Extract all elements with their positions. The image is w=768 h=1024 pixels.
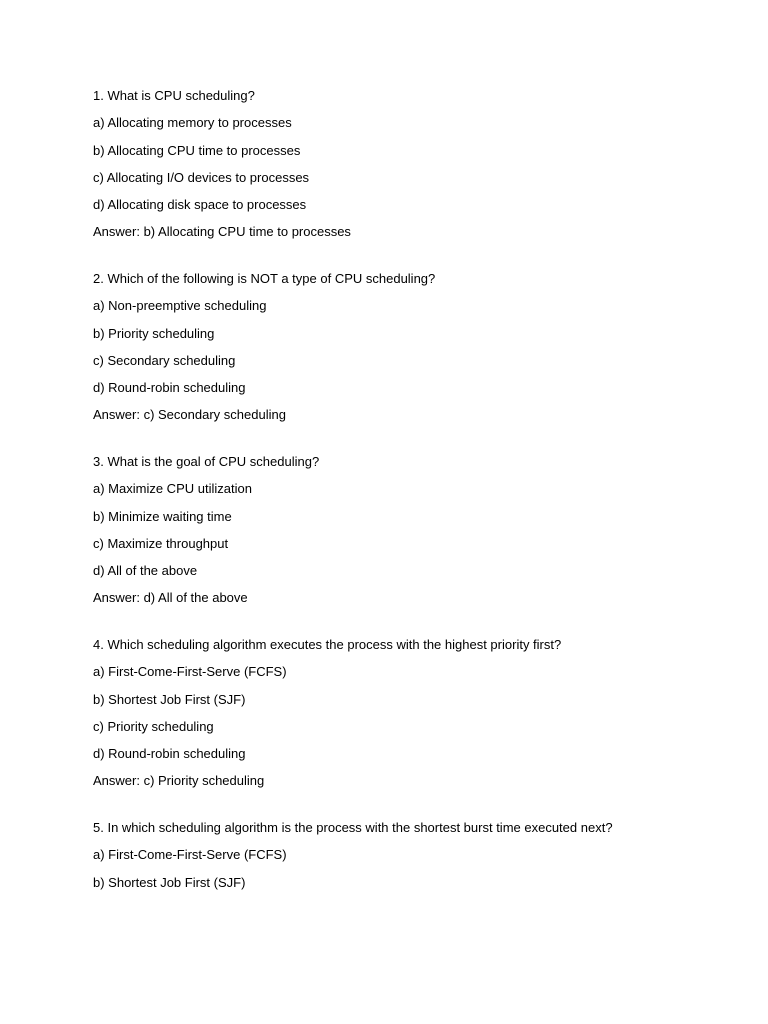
option-b: b) Shortest Job First (SJF) <box>93 691 246 707</box>
option-d: d) Round-robin scheduling <box>93 380 246 396</box>
answer-text: Answer: d) All of the above <box>93 590 248 606</box>
option-c: c) Priority scheduling <box>93 718 214 734</box>
option-d: d) Allocating disk space to processes <box>93 197 307 213</box>
answer-text: Answer: c) Priority scheduling <box>93 773 265 789</box>
option-d: d) Round-robin scheduling <box>93 746 246 762</box>
option-c: c) Secondary scheduling <box>93 352 236 368</box>
option-b: b) Shortest Job First (SJF) <box>93 874 246 890</box>
question-block-4 <box>93 635 733 790</box>
question-block-1 <box>93 86 733 241</box>
question-text: 2. Which of the following is NOT a type of CPU scheduling? <box>93 270 436 286</box>
question-block-2 <box>93 269 733 424</box>
answer-text: Answer: b) Allocating CPU time to processes <box>93 224 351 240</box>
option-a: a) First-Come-First-Serve (FCFS) <box>93 847 287 863</box>
option-b: b) Minimize waiting time <box>93 508 232 524</box>
option-a: a) First-Come-First-Serve (FCFS) <box>93 664 287 680</box>
question-text: 5. In which scheduling algorithm is the process with the shortest burst time executed next? <box>93 819 613 835</box>
question-block-5 <box>93 818 733 892</box>
document-page <box>93 86 733 919</box>
option-d: d) All of the above <box>93 563 198 579</box>
option-b: b) Priority scheduling <box>93 325 215 341</box>
option-a: a) Non-preemptive scheduling <box>93 298 267 314</box>
question-text: 4. Which scheduling algorithm executes the process with the highest priority first? <box>93 636 562 652</box>
option-a: a) Allocating memory to processes <box>93 115 292 131</box>
answer-text: Answer: c) Secondary scheduling <box>93 407 286 423</box>
option-a: a) Maximize CPU utilization <box>93 481 252 497</box>
option-c: c) Allocating I/O devices to processes <box>93 169 310 185</box>
question-text: 3. What is the goal of CPU scheduling? <box>93 453 320 469</box>
question-block-3 <box>93 452 733 607</box>
question-text: 1. What is CPU scheduling? <box>93 88 255 103</box>
option-c: c) Maximize throughput <box>93 535 229 551</box>
option-b: b) Allocating CPU time to processes <box>93 142 301 158</box>
